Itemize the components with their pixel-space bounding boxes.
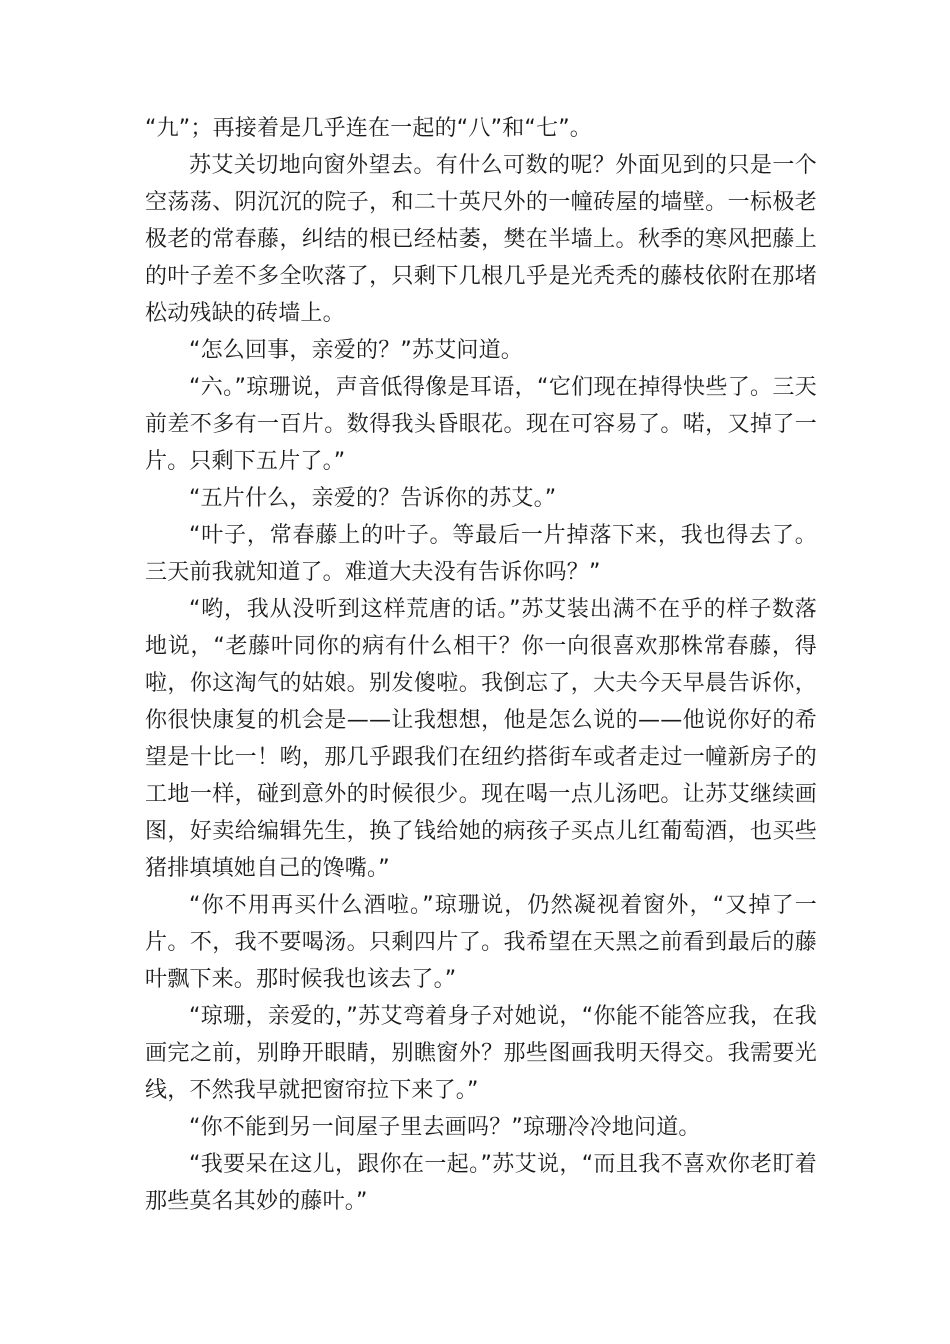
paragraph: “六。”琼珊说，声音低得像是耳语，“它们现在掉得快些了。三天前差不多有一百片。数得我头昏眼花。现在可容易了。喏，又掉了一片。只剩下五片了。” [145,375,817,474]
paragraph: “怎么回事，亲爱的？”苏艾问道。 [189,338,523,363]
story-text [145,110,817,1220]
paragraph: “九”；再接着是几乎连在一起的“八”和“七”。 [145,116,592,141]
paragraph: “哟，我从没听到这样荒唐的话。”苏艾装出满不在乎的样子数落地说，“老藤叶同你的病有什么相干？你一向很喜欢那株常春藤，得啦，你这淘气的姑娘。别发傻啦。我倒忘了，大夫今天早晨告诉你，你很快康复的机会是——让我想想，他是怎么说的——他说你好的希望是十比一！哟，那几乎跟我们在纽约搭街车或者走过一幢新房子的工地一样，碰到意外的时候很少。现在喝一点儿汤吧。让苏艾继续画图，好卖给编辑先生，换了钱给她的病孩子买点儿红葡萄酒，也买些猪排填填她自己的馋嘴。” [145,597,817,881]
paragraph: “叶子，常春藤上的叶子。等最后一片掉落下来，我也得去了。三天前我就知道了。难道大夫没有告诉你吗？” [145,523,817,585]
paragraph: “你不用再买什么酒啦。”琼珊说，仍然凝视着窗外，“又掉了一片。不，我不要喝汤。只剩四片了。我希望在天黑之前看到最后的藤叶飘下来。那时候我也该去了。” [145,893,817,992]
paragraph: “你不能到另一间屋子里去画吗？”琼珊冷冷地问道。 [189,1115,701,1140]
paragraph: 苏艾关切地向窗外望去。有什么可数的呢？外面见到的只是一个空荡荡、阴沉沉的院子，和二十英尺外的一幢砖屋的墙壁。一标极老极老的常春藤，纠结的根已经枯萎，樊在半墙上。秋季的寒风把藤上的叶子差不多全吹落了，只剩下几根几乎是光秃秃的藤枝依附在那堵松动残缺的砖墙上。 [145,153,817,326]
paragraph: “五片什么，亲爱的？告诉你的苏艾。” [189,486,557,511]
paragraph: “我要呆在这儿，跟你在一起。”苏艾说，“而且我不喜欢你老盯着那些莫名其妙的藤叶。” [145,1152,817,1214]
paragraph: “琼珊，亲爱的，”苏艾弯着身子对她说，“你能不能答应我，在我画完之前，别睁开眼睛，别瞧窗外？那些图画我明天得交。我需要光线，不然我早就把窗帘拉下来了。” [145,1004,817,1103]
